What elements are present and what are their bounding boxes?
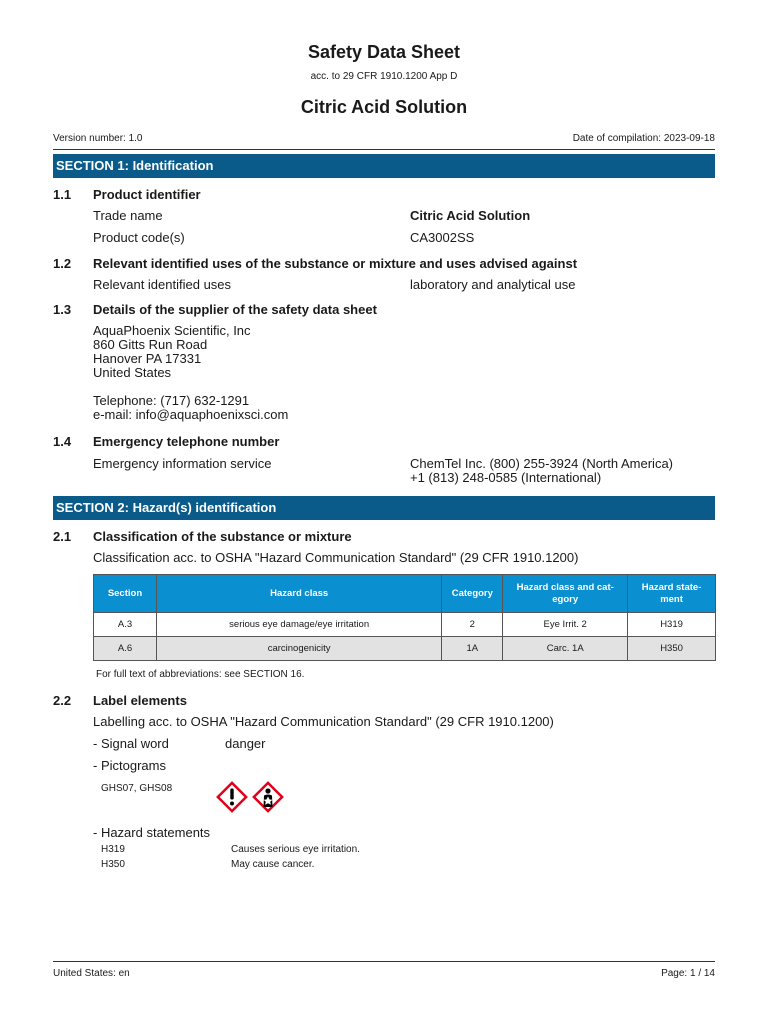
column-header: Hazard class and cat- egory bbox=[503, 575, 628, 613]
subsection-heading: Details of the supplier of the safety data sheet bbox=[93, 302, 377, 317]
supplier-country: United States bbox=[93, 365, 172, 380]
subsection-number: 1.4 bbox=[53, 434, 72, 449]
supplier-email: e-mail: info@aquaphoenixsci.com bbox=[93, 407, 289, 422]
subsection-heading: Label elements bbox=[93, 693, 187, 708]
hazard-code: H350 bbox=[101, 859, 125, 870]
table-cell: carcinogenicity bbox=[156, 637, 441, 661]
hazard-statements-label: - Hazard statements bbox=[93, 825, 211, 840]
product-code-value: CA3002SS bbox=[410, 230, 475, 245]
footer-locale: United States: en bbox=[53, 968, 130, 979]
column-header: Category bbox=[442, 575, 503, 613]
document-title: Safety Data Sheet bbox=[307, 42, 461, 62]
trade-name-value: Citric Acid Solution bbox=[410, 208, 531, 223]
subsection-heading: Emergency telephone number bbox=[93, 434, 280, 449]
table-cell: 2 bbox=[442, 613, 503, 637]
signal-word-label: - Signal word bbox=[93, 736, 169, 751]
meta-row bbox=[53, 133, 715, 144]
table-cell: A.6 bbox=[94, 637, 157, 661]
table-header-row bbox=[94, 575, 716, 613]
page-number: Page: 1 / 14 bbox=[661, 968, 715, 979]
table-cell: 1A bbox=[442, 637, 503, 661]
table-cell: Carc. 1A bbox=[503, 637, 628, 661]
emergency-label: Emergency information service bbox=[93, 456, 272, 471]
hazard-text: May cause cancer. bbox=[231, 859, 315, 870]
identified-uses-value: laboratory and analytical use bbox=[410, 277, 576, 292]
table-cell: serious eye damage/eye irritation bbox=[156, 613, 441, 637]
section-2-header: SECTION 2: Hazard(s) identification bbox=[53, 496, 715, 520]
signal-word-value: danger bbox=[225, 736, 266, 751]
supplier-street: 860 Gitts Run Road bbox=[93, 337, 208, 352]
subsection-number: 1.3 bbox=[53, 302, 72, 317]
ghs08-health-hazard-icon bbox=[251, 780, 285, 814]
compilation-date: Date of compilation: 2023-09-18 bbox=[572, 133, 715, 144]
supplier-phone: Telephone: (717) 632-1291 bbox=[93, 393, 250, 408]
table-cell: H350 bbox=[628, 637, 716, 661]
column-header: Hazard state- ment bbox=[628, 575, 716, 613]
supplier-city: Hanover PA 17331 bbox=[93, 351, 202, 366]
hazard-code: H319 bbox=[101, 844, 125, 855]
subsection-heading: Classification of the substance or mixture bbox=[93, 529, 352, 544]
identified-uses-label: Relevant identified uses bbox=[93, 277, 232, 292]
subsection-heading: Product identifier bbox=[93, 187, 201, 202]
subsection-heading: Relevant identified uses of the substance or mixture and uses advised against bbox=[93, 256, 578, 271]
table-cell: Eye Irrit. 2 bbox=[503, 613, 628, 637]
trade-name-label: Trade name bbox=[93, 208, 163, 223]
divider bbox=[53, 149, 715, 150]
version-number: Version number: 1.0 bbox=[53, 133, 143, 144]
hazard-text: Causes serious eye irritation. bbox=[231, 844, 360, 855]
classification-text: Classification acc. to OSHA "Hazard Communication Standard" (29 CFR 1910.1200) bbox=[93, 550, 579, 565]
column-header: Hazard class bbox=[156, 575, 441, 613]
footer-divider bbox=[53, 961, 715, 962]
labelling-text: Labelling acc. to OSHA "Hazard Communication Standard" (29 CFR 1910.1200) bbox=[93, 714, 554, 729]
ghs07-exclamation-icon bbox=[215, 780, 249, 814]
document-subtitle: acc. to 29 CFR 1910.1200 App D bbox=[310, 71, 458, 82]
table-row bbox=[94, 637, 716, 661]
emergency-phone-intl: +1 (813) 248-0585 (International) bbox=[410, 470, 602, 485]
pictograms-label: - Pictograms bbox=[93, 758, 166, 773]
emergency-phone-na: ChemTel Inc. (800) 255-3924 (North America) bbox=[410, 456, 674, 471]
product-title: Citric Acid Solution bbox=[300, 97, 468, 117]
pictogram-codes: GHS07, GHS08 bbox=[101, 783, 173, 794]
subsection-number: 1.1 bbox=[53, 187, 72, 202]
table-footnote: For full text of abbreviations: see SECTION 16. bbox=[96, 669, 305, 680]
spacer bbox=[93, 380, 288, 394]
column-header: Section bbox=[94, 575, 157, 613]
emergency-value bbox=[410, 457, 673, 485]
supplier-address bbox=[93, 324, 288, 422]
hazard-classification-table bbox=[93, 574, 716, 661]
pictogram-group bbox=[215, 780, 285, 814]
product-code-label: Product code(s) bbox=[93, 230, 185, 245]
table-cell: H319 bbox=[628, 613, 716, 637]
subsection-number: 2.2 bbox=[53, 693, 72, 708]
footer bbox=[53, 968, 715, 979]
subsection-number: 2.1 bbox=[53, 529, 72, 544]
table-row bbox=[94, 613, 716, 637]
section-1-header: SECTION 1: Identification bbox=[53, 154, 715, 178]
supplier-company: AquaPhoenix Scientific, Inc bbox=[93, 323, 251, 338]
subsection-number: 1.2 bbox=[53, 256, 72, 271]
table-cell: A.3 bbox=[94, 613, 157, 637]
